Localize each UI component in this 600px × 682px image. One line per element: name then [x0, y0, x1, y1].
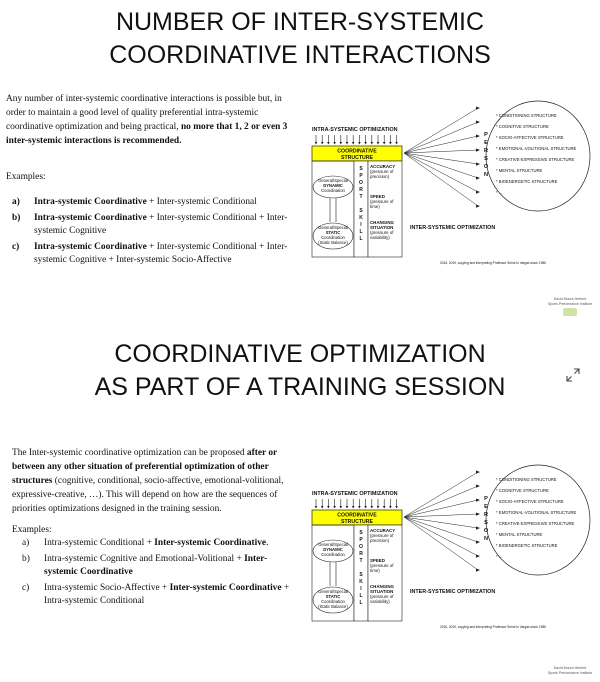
changing-situation-label: variability): [370, 599, 390, 604]
changing-situation-label: SITUATION: [370, 225, 394, 230]
interaction-arrow-line: [404, 517, 478, 528]
interaction-arrow-line: [404, 517, 478, 570]
structure-item: * CREATIVE-EXPRESSIVE STRUCTURE: [496, 157, 575, 162]
slide-title: NUMBER OF INTER-SYSTEMIC COORDINATIVE INTERACTIONS: [109, 8, 491, 69]
arrow-head-icon: [476, 121, 480, 124]
arrow-head-icon: [476, 513, 480, 516]
arrow-head-icon: [476, 191, 480, 194]
accuracy-label: ACCURACY: [370, 164, 396, 169]
down-arrow-icon: [389, 506, 392, 509]
interaction-arrow-line: [404, 153, 478, 192]
static-coordination-label: STATIC: [325, 594, 341, 599]
arrow-head-icon: [476, 163, 480, 166]
coordinative-label: COORDINATIVE: [337, 512, 377, 519]
down-arrow-icon: [340, 142, 343, 145]
sport-letter: S: [359, 530, 363, 536]
coordinative-label: STRUCTURE: [341, 519, 373, 525]
examples-heading: Examples:: [6, 172, 46, 182]
person-letter: N: [483, 536, 489, 542]
slide-coordinative-optimization-session: [0, 338, 600, 682]
dynamic-coordination-label: General/Special: [318, 542, 348, 547]
changing-situation-label: (pressure of: [370, 594, 394, 599]
slide-inter-systemic-interactions: [0, 0, 600, 336]
down-arrow-icon: [315, 142, 318, 145]
sport-letter: S: [359, 166, 363, 172]
skill-letter: L: [359, 593, 363, 599]
down-arrow-icon: [321, 506, 324, 509]
structure-item: * MENTAL STRUCTURE: [496, 168, 543, 173]
down-arrow-icon: [333, 506, 336, 509]
structure-item: * COGNITIVE STRUCTURE: [496, 488, 549, 493]
interaction-arrow-line: [404, 153, 478, 178]
speed-label: time): [370, 204, 380, 209]
arrow-head-icon: [476, 485, 480, 488]
list-item: b) Intra-systemic Cognitive and Emotional-Volitional + Inter-systemic Coordinative: [22, 553, 268, 577]
person-letter: P: [484, 132, 488, 138]
down-arrow-icon: [371, 142, 374, 145]
structure-item: * COGNITIVE STRUCTURE: [496, 124, 549, 129]
interaction-arrow-line: [404, 486, 478, 517]
speed-label: SPEED: [370, 194, 385, 199]
intro-paragraph: The Inter-systemic coordinative optimization can be proposed after or between any other situation of preferential optimization of other structures (cognitive, conditional, socio-affective, emotional-volitional, expressive-creative, …). This will depend on how are the sequences of priorities optimizations designed in the training session.: [12, 448, 284, 514]
structure-item: * CONDITIONING STRUCTURE: [496, 477, 557, 482]
interaction-arrow-line: [404, 108, 478, 153]
down-arrow-icon: [346, 506, 349, 509]
down-arrow-icon: [340, 506, 343, 509]
examples-heading: Examples:: [12, 525, 52, 535]
skill-letter: I: [360, 586, 362, 592]
interaction-arrow-line: [404, 517, 478, 556]
changing-situation-label: CHANGING: [370, 220, 394, 225]
intra-systemic-label: INTRA-SYSTEMIC OPTIMIZATION: [312, 127, 398, 133]
static-coordination-label: General/Special: [318, 589, 348, 594]
diagram-footnote: 2016, 2019, copying and interpreting Professor Seirul·lo Vargas since 1986: [440, 625, 546, 629]
static-coordination-label: STATIC: [325, 230, 341, 235]
down-arrow-icon: [383, 506, 386, 509]
down-arrow-icon: [364, 506, 367, 509]
down-arrow-icon: [327, 142, 330, 145]
skill-letter: K: [359, 215, 363, 221]
down-arrow-icon: [364, 142, 367, 145]
structure-item: * SOCIO-AFFECTIVE STRUCTURE: [496, 135, 564, 140]
accuracy-label: (pressure of: [370, 533, 394, 538]
sport-letter: T: [359, 558, 363, 564]
coordinative-label: COORDINATIVE: [337, 148, 377, 155]
person-letter: E: [484, 140, 488, 146]
arrow-head-icon: [476, 541, 480, 544]
author-credit: David Moura Herbert Sports Performance Institute: [547, 666, 593, 675]
changing-situation-label: CHANGING: [370, 584, 394, 589]
dynamic-coordination-label: General/Special: [318, 178, 348, 183]
diagram-footnote: 2016, 2019, copying and interpreting Professor Seirul·lo Vargas since 1986: [440, 261, 546, 265]
arrow-head-icon: [476, 555, 480, 558]
speed-label: (pressure of: [370, 563, 394, 568]
accuracy-label: precision): [370, 538, 390, 543]
inter-systemic-label: INTER-SYSTEMIC OPTIMIZATION: [410, 589, 496, 595]
static-coordination-label: Coordination: [321, 599, 345, 604]
sport-letter: O: [359, 180, 363, 186]
sport-letter: R: [359, 551, 363, 557]
structure-item: * ...: [496, 190, 503, 195]
down-arrow-icon: [377, 142, 380, 145]
skill-letter: L: [359, 600, 363, 606]
intra-systemic-label: INTRA-SYSTEMIC OPTIMIZATION: [312, 491, 398, 497]
dynamic-coordination-label: Coordination: [321, 552, 345, 557]
list-item: a) Intra-systemic Coordinative + Inter-systemic Conditional: [12, 197, 257, 207]
person-letter: O: [483, 164, 489, 170]
accuracy-label: precision): [370, 174, 390, 179]
slide-title: COORDINATIVE OPTIMIZATION AS PART OF A TRAINING SESSION: [94, 340, 506, 401]
sport-letter: T: [359, 194, 363, 200]
accuracy-label: ACCURACY: [370, 528, 396, 533]
dynamic-coordination-label: DYNAMIC: [323, 547, 343, 552]
skill-letter: S: [359, 572, 363, 578]
dynamic-coordination-label: Coordination: [321, 188, 345, 193]
interaction-arrow-line: [404, 153, 478, 206]
down-arrow-icon: [395, 506, 398, 509]
person-letter: P: [484, 496, 488, 502]
interaction-arrow-line: [404, 122, 478, 153]
intro-recommendation: no more that 1, 2 or even 3 inter-systemic interactions is recommended.: [6, 122, 288, 146]
coordination-diagram: [310, 462, 592, 634]
structure-item: * EMOTIONAL-VOLITIONAL STRUCTURE: [496, 510, 577, 515]
person-letter: R: [483, 512, 489, 518]
list-item: c) Intra-systemic Coordinative + Inter-systemic Conditional + Inter-systemic Cognitive + Inter-systemic Socio-Affective: [12, 241, 288, 265]
person-letter: R: [483, 148, 489, 154]
person-letter: O: [483, 528, 489, 534]
person-letter: S: [484, 156, 488, 162]
down-arrow-icon: [321, 142, 324, 145]
static-coordination-label: General/Special: [318, 225, 348, 230]
interaction-arrow-line: [404, 153, 478, 164]
examples-list: [12, 196, 294, 270]
arrow-head-icon: [476, 499, 480, 502]
structure-item: * EMOTIONAL-VOLITIONAL STRUCTURE: [496, 146, 577, 151]
down-arrow-icon: [371, 506, 374, 509]
changing-situation-label: variability): [370, 235, 390, 240]
skill-letter: L: [359, 236, 363, 242]
coordination-diagram: [310, 98, 592, 270]
sport-letter: P: [359, 173, 363, 179]
down-arrow-icon: [395, 142, 398, 145]
accuracy-label: (pressure of: [370, 169, 394, 174]
coordinative-label: STRUCTURE: [341, 155, 373, 161]
structure-item: * SOCIO-AFFECTIVE STRUCTURE: [496, 499, 564, 504]
down-arrow-icon: [383, 142, 386, 145]
structure-item: * BIOENERGETIC STRUCTURE: [496, 543, 558, 548]
structure-item: * CREATIVE-EXPRESSIVE STRUCTURE: [496, 521, 575, 526]
examples-list: [22, 537, 290, 611]
skill-letter: S: [359, 208, 363, 214]
down-arrow-icon: [333, 142, 336, 145]
down-arrow-icon: [346, 142, 349, 145]
arrow-head-icon: [476, 205, 480, 208]
structure-item: * MENTAL STRUCTURE: [496, 532, 543, 537]
arrow-head-icon: [476, 149, 480, 152]
list-item: a) Intra-systemic Conditional + Inter-systemic Coordinative.: [22, 538, 269, 548]
dynamic-coordination-label: DYNAMIC: [323, 183, 343, 188]
speed-label: SPEED: [370, 558, 385, 563]
intro-paragraph: Any number of inter-systemic coordinative interactions is possible but, in order to maintain a good level of quality preferential intra-systemic coordinative optimization and being practical, no more that 1, 2 or even 3 inter-systemic interactions is recommended.: [6, 94, 288, 146]
static-coordination-label: (Static Balance): [318, 604, 348, 609]
down-arrow-icon: [315, 506, 318, 509]
down-arrow-icon: [389, 142, 392, 145]
arrow-head-icon: [476, 471, 480, 474]
skill-letter: L: [359, 229, 363, 235]
structure-item: * BIOENERGETIC STRUCTURE: [496, 179, 558, 184]
author-credit: David Moura Herbert Sports Performance Institute: [540, 297, 600, 316]
changing-situation-label: (pressure of: [370, 230, 394, 235]
sport-letter: O: [359, 544, 363, 550]
speed-label: time): [370, 568, 380, 573]
interaction-arrow-line: [404, 472, 478, 517]
person-letter: N: [483, 172, 489, 178]
down-arrow-icon: [352, 142, 355, 145]
person-letter: S: [484, 520, 488, 526]
interaction-arrow-line: [404, 517, 478, 542]
arrow-head-icon: [476, 107, 480, 110]
changing-situation-label: SITUATION: [370, 589, 394, 594]
down-arrow-icon: [358, 506, 361, 509]
arrow-head-icon: [476, 527, 480, 530]
static-coordination-label: (Static Balance): [318, 240, 348, 245]
institute-logo-icon: [563, 308, 577, 316]
skill-letter: I: [360, 222, 362, 228]
down-arrow-icon: [327, 506, 330, 509]
speed-label: (pressure of: [370, 199, 394, 204]
intro-emphasis: after or between any other situation of preferential optimization of other structures: [12, 448, 278, 486]
structure-item: * ...: [496, 554, 503, 559]
inter-systemic-label: INTER-SYSTEMIC OPTIMIZATION: [410, 225, 496, 231]
arrow-head-icon: [476, 569, 480, 572]
person-letter: E: [484, 504, 488, 510]
down-arrow-icon: [377, 506, 380, 509]
arrow-head-icon: [476, 177, 480, 180]
structure-item: * CONDITIONING STRUCTURE: [496, 113, 557, 118]
list-item: b) Intra-systemic Coordinative + Inter-systemic Conditional + Inter-systemic Cognitive: [12, 212, 288, 236]
static-coordination-label: Coordination: [321, 235, 345, 240]
down-arrow-icon: [352, 506, 355, 509]
sport-letter: R: [359, 187, 363, 193]
skill-letter: K: [359, 579, 363, 585]
down-arrow-icon: [358, 142, 361, 145]
arrow-head-icon: [476, 135, 480, 138]
list-item: c) Intra-systemic Socio-Affective + Inter-systemic Coordinative + Intra-systemic Conditional: [22, 582, 290, 606]
sport-letter: P: [359, 537, 363, 543]
